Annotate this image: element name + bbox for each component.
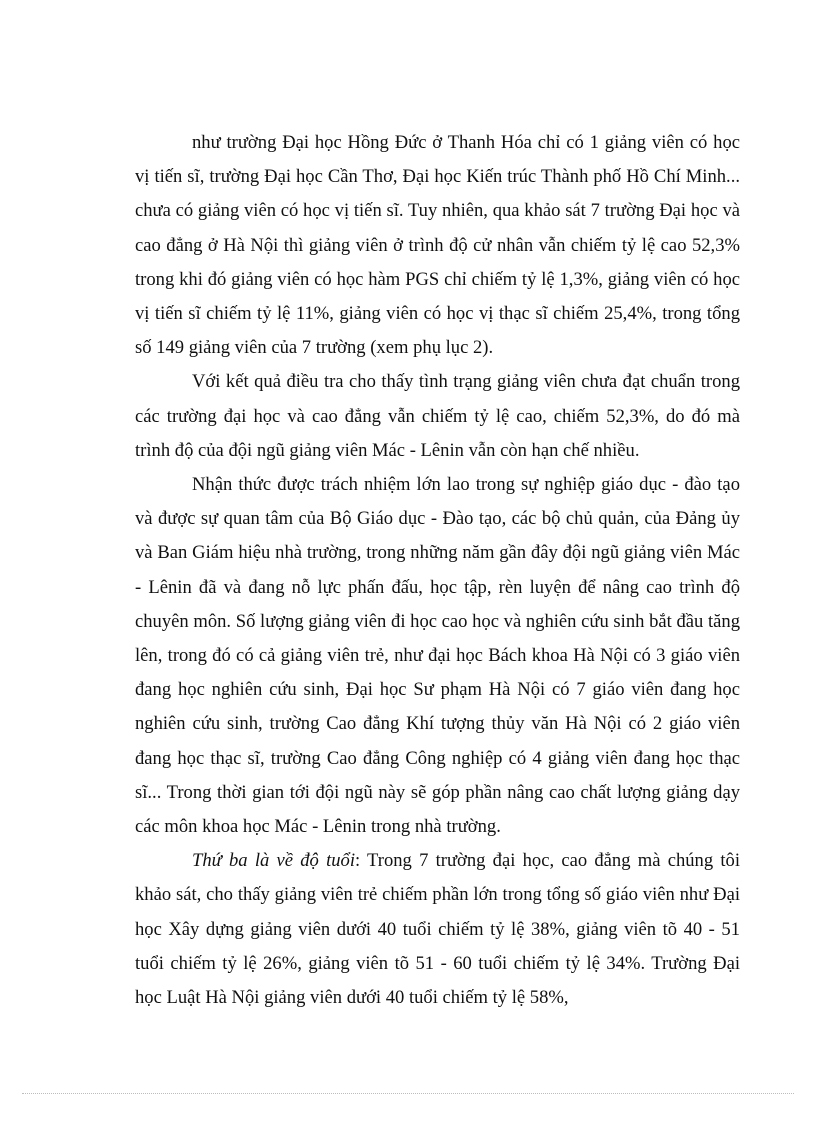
paragraph-3 <box>135 468 740 844</box>
page-bottom-dotted-line <box>22 1093 794 1094</box>
paragraph-4 <box>135 844 740 1015</box>
paragraph-2 <box>135 365 740 468</box>
paragraph-1-text: như trường Đại học Hồng Đức ở Thanh Hóa chỉ có 1 giảng viên có học vị tiến sĩ, trường Đại học Cần Thơ, Đại học Kiến trúc Thành phố Hồ Chí Minh... chưa có giảng viên có học vị tiến sĩ. Tuy nhiên, qua khảo sát 7 trường Đại học và cao đẳng ở Hà Nội thì giảng viên ở trình độ cử nhân vẫn chiếm tỷ lệ cao 52,3% trong khi đó giảng viên có học hàm PGS chỉ chiếm tỷ lệ 1,3%, giảng viên có học vị tiến sĩ chiếm tỷ lệ 11%, giảng viên có học vị thạc sĩ chiếm 25,4%, trong tổng số 149 giảng viên của 7 trường (xem phụ lục 2). <box>135 132 740 359</box>
paragraph-4-italic-lead: Thứ ba là về độ tuổi <box>192 850 355 872</box>
paragraph-2-text: Với kết quả điều tra cho thấy tình trạng giảng viên chưa đạt chuẩn trong các trường đại học và cao đẳng vẫn chiếm tỷ lệ cao, chiếm 52,3%, do đó mà trình độ của đội ngũ giảng viên Mác - Lênin vẫn còn hạn chế nhiều. <box>135 371 740 461</box>
paragraph-4-text: : Trong 7 trường đại học, cao đẳng mà chúng tôi khảo sát, cho thấy giảng viên trẻ chiếm phần lớn trong tổng số giáo viên như Đại học Xây dựng giảng viên dưới 40 tuổi chiếm tỷ lệ 38%, giảng viên tõ 40 - 51 tuổi chiếm tỷ lệ 26%, giảng viên tõ 51 - 60 tuổi chiếm tỷ lệ 34%. Trường Đại học Luật Hà Nội giảng viên dưới 40 tuổi chiếm tỷ lệ 58%, <box>135 850 740 1009</box>
paragraph-3-text: Nhận thức được trách nhiệm lớn lao trong sự nghiệp giáo dục - đào tạo và được sự quan tâm của Bộ Giáo dục - Đào tạo, các bộ chủ quản, của Đảng ủy và Ban Giám hiệu nhà trường, trong những năm gần đây đội ngũ giảng viên Mác - Lênin đã và đang nỗ lực phấn đấu, học tập, rèn luyện để nâng cao trình độ chuyên môn. Số lượng giảng viên đi học cao học và nghiên cứu sinh bắt đầu tăng lên, trong đó có cả giảng viên trẻ, như đại học Bách khoa Hà Nội có 3 giáo viên đang học nghiên cứu sinh, Đại học Sư phạm Hà Nội có 7 giáo viên đang học nghiên cứu sinh, trường Cao đẳng Khí tượng thủy văn Hà Nội có 2 giáo viên đang học thạc sĩ, trường Cao đẳng Công nghiệp có 4 giảng viên đang học thạc sĩ... Trong thời gian tới đội ngũ này sẽ góp phần nâng cao chất lượng giảng dạy các môn khoa học Mác - Lênin trong nhà trường. <box>135 474 740 838</box>
body-text <box>135 126 740 1015</box>
paragraph-1 <box>135 126 740 365</box>
